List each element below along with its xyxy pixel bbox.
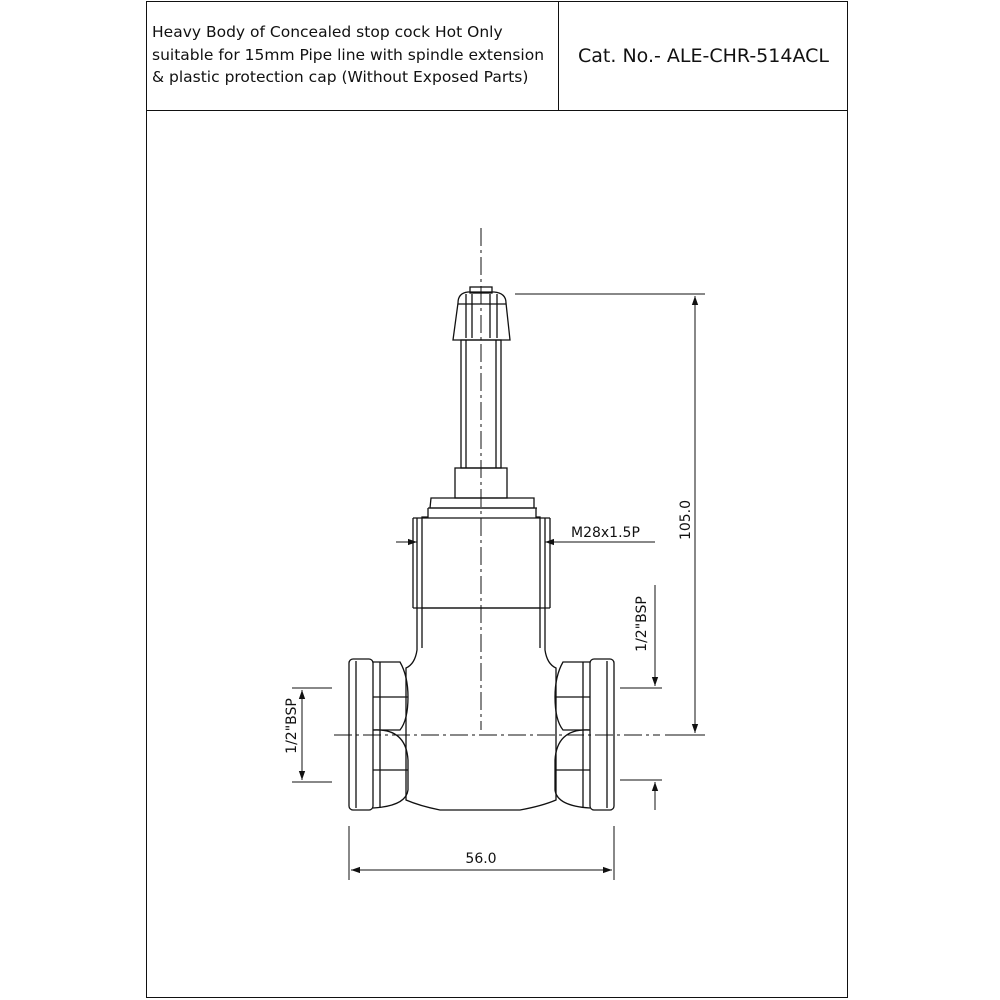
left-bsp-label: 1/2"BSP: [284, 698, 300, 754]
thread-dimension-label: M28x1.5P: [571, 525, 640, 541]
width-dimension-label: 56.0: [465, 851, 497, 867]
description-line-1: Heavy Body of Concealed stop cock Hot Only: [152, 23, 503, 41]
right-bsp-label: 1/2"BSP: [634, 596, 650, 652]
description-line-2: suitable for 15mm Pipe line with spindle extension: [152, 45, 545, 64]
description-line-3: & plastic protection cap (Without Exposed Parts): [152, 68, 529, 86]
height-dimension: [515, 294, 705, 735]
catalog-number: Cat. No.- ALE-CHR-514ACL: [578, 45, 829, 67]
height-dimension-label: 105.0: [678, 499, 694, 541]
